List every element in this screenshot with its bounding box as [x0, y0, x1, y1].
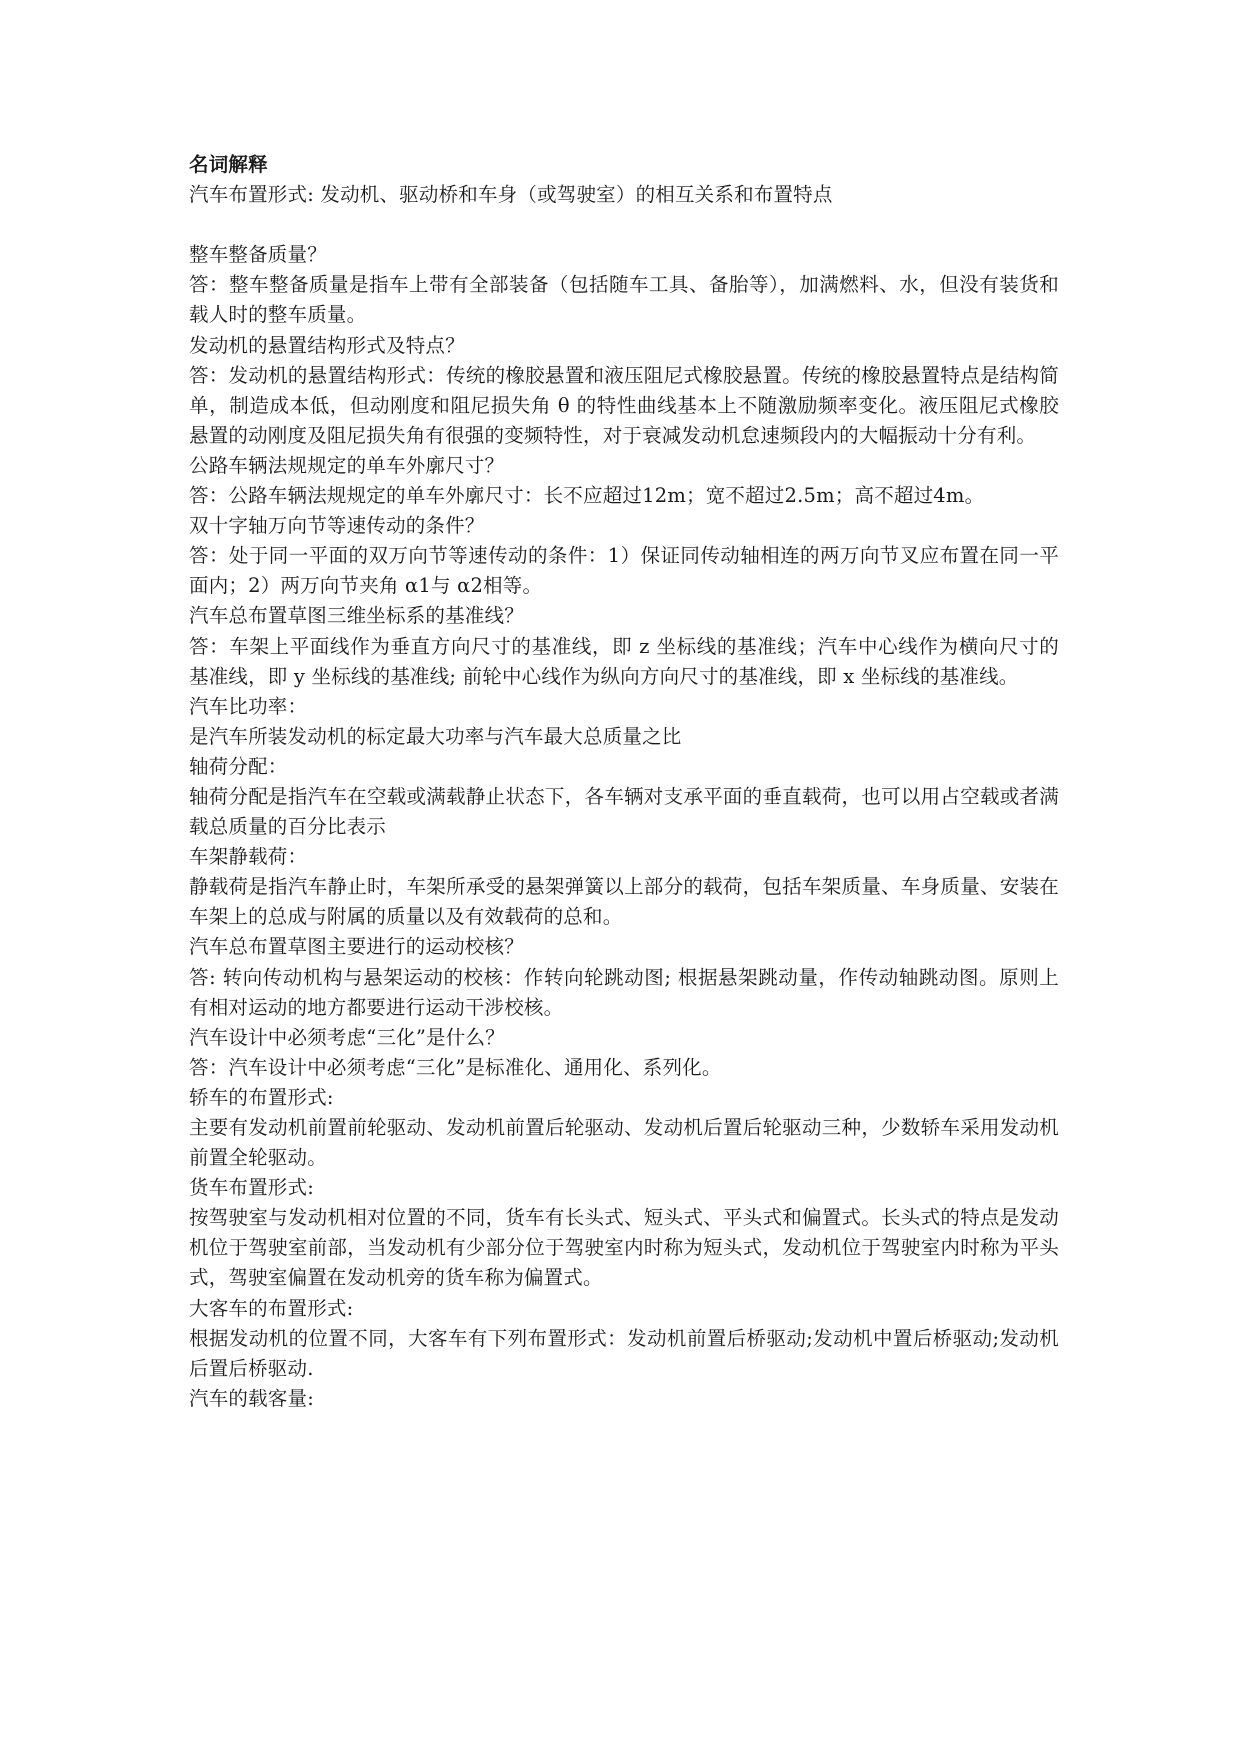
answer: 答: 转向传动机构与悬架运动的校核：作转向轮跳动图; 根据悬架跳动量，作传动轴跳动图。原则上有相对运动的地方都要进行运动干涉校核。 [189, 965, 1059, 1019]
question: 双十字轴万向节等速传动的条件？ [189, 514, 485, 538]
answer: 答：车架上平面线作为垂直方向尺寸的基准线，即 z 坐标线的基准线；汽车中心线作为横向尺寸的基准线，即 y 坐标线的基准线; 前轮中心线作为纵向方向尺寸的基准线，即 x 坐标线的基准线。 [189, 634, 1059, 688]
question: 汽车设计中必须考虑“三化”是什么？ [189, 1025, 505, 1049]
question: 公路车辆法规规定的单车外廓尺寸？ [189, 453, 505, 477]
question: 汽车比功率： [189, 694, 308, 718]
answer: 按驾驶室与发动机相对位置的不同，货车有长头式、短头式、平头式和偏置式。长头式的特点是发动机位于驾驶室前部，当发动机有少部分位于驾驶室内时称为短头式，发动机位于驾驶室内时称为平头式，驾驶室偏置在发动机旁的货车称为偏置式。 [189, 1206, 1059, 1290]
question: 汽车总布置草图主要进行的运动校核？ [189, 935, 524, 959]
question: 发动机的悬置结构形式及特点？ [189, 333, 465, 357]
question: 汽车总布置草图三维坐标系的基准线？ [189, 604, 524, 628]
question: 汽车的载客量: [189, 1386, 314, 1410]
question: 大客车的布置形式: [189, 1296, 354, 1320]
answer: 主要有发动机前置前轮驱动、发动机前置后轮驱动、发动机后置后轮驱动三种，少数轿车采用发动机前置全轮驱动。 [189, 1116, 1059, 1170]
blank-line [189, 210, 1059, 240]
answer: 答：汽车设计中必须考虑“三化”是标准化、通用化、系列化。 [189, 1055, 722, 1079]
question: 轴荷分配： [189, 754, 288, 778]
question: 货车布置形式: [189, 1176, 314, 1200]
answer: 答：整车整备质量是指车上带有全部装备（包括随车工具、备胎等），加满燃料、水，但没有装货和载人时的整车质量。 [189, 273, 1059, 327]
answer: 轴荷分配是指汽车在空载或满载静止状态下，各车辆对支承平面的垂直载荷，也可以用占空载或者满载总质量的百分比表示 [189, 784, 1059, 839]
answer: 答：公路车辆法规规定的单车外廓尺寸：长不应超过12m；宽不超过2.5m；高不超过4m。 [189, 484, 985, 508]
answer: 根据发动机的位置不同，大客车有下列布置形式：发动机前置后桥驱动;发动机中置后桥驱动;发动机后置后桥驱动. [189, 1326, 1059, 1380]
document-title: 名词解释 [189, 153, 268, 176]
paragraph: 汽车布置形式: 发动机、驱动桥和车身（或驾驶室）的相互关系和布置特点 [189, 183, 833, 207]
question: 整车整备质量？ [189, 243, 327, 267]
question: 轿车的布置形式: [189, 1085, 334, 1109]
answer: 是汽车所装发动机的标定最大功率与汽车最大总质量之比 [189, 724, 682, 748]
answer: 答：发动机的悬置结构形式：传统的橡胶悬置和液压阻尼式橡胶悬置。传统的橡胶悬置特点是结构简单，制造成本低，但动刚度和阻尼损失角 θ 的特性曲线基本上不随激励频率变化。液压阻尼式橡胶悬置的动刚度及阻尼损失角有很强的变频特性，对于衰减发动机怠速频段内的大幅振动十分有利。 [189, 363, 1059, 447]
question: 车架静载荷： [189, 845, 308, 869]
answer: 答：处于同一平面的双万向节等速传动的条件：1）保证同传动轴相连的两万向节叉应布置在同一平面内；2）两万向节夹角 α1与 α2相等。 [189, 544, 1059, 598]
answer: 静载荷是指汽车静止时，车架所承受的悬架弹簧以上部分的载荷，包括车架质量、车身质量、安装在车架上的总成与附属的质量以及有效载荷的总和。 [189, 875, 1059, 929]
document-page [189, 150, 1059, 1414]
